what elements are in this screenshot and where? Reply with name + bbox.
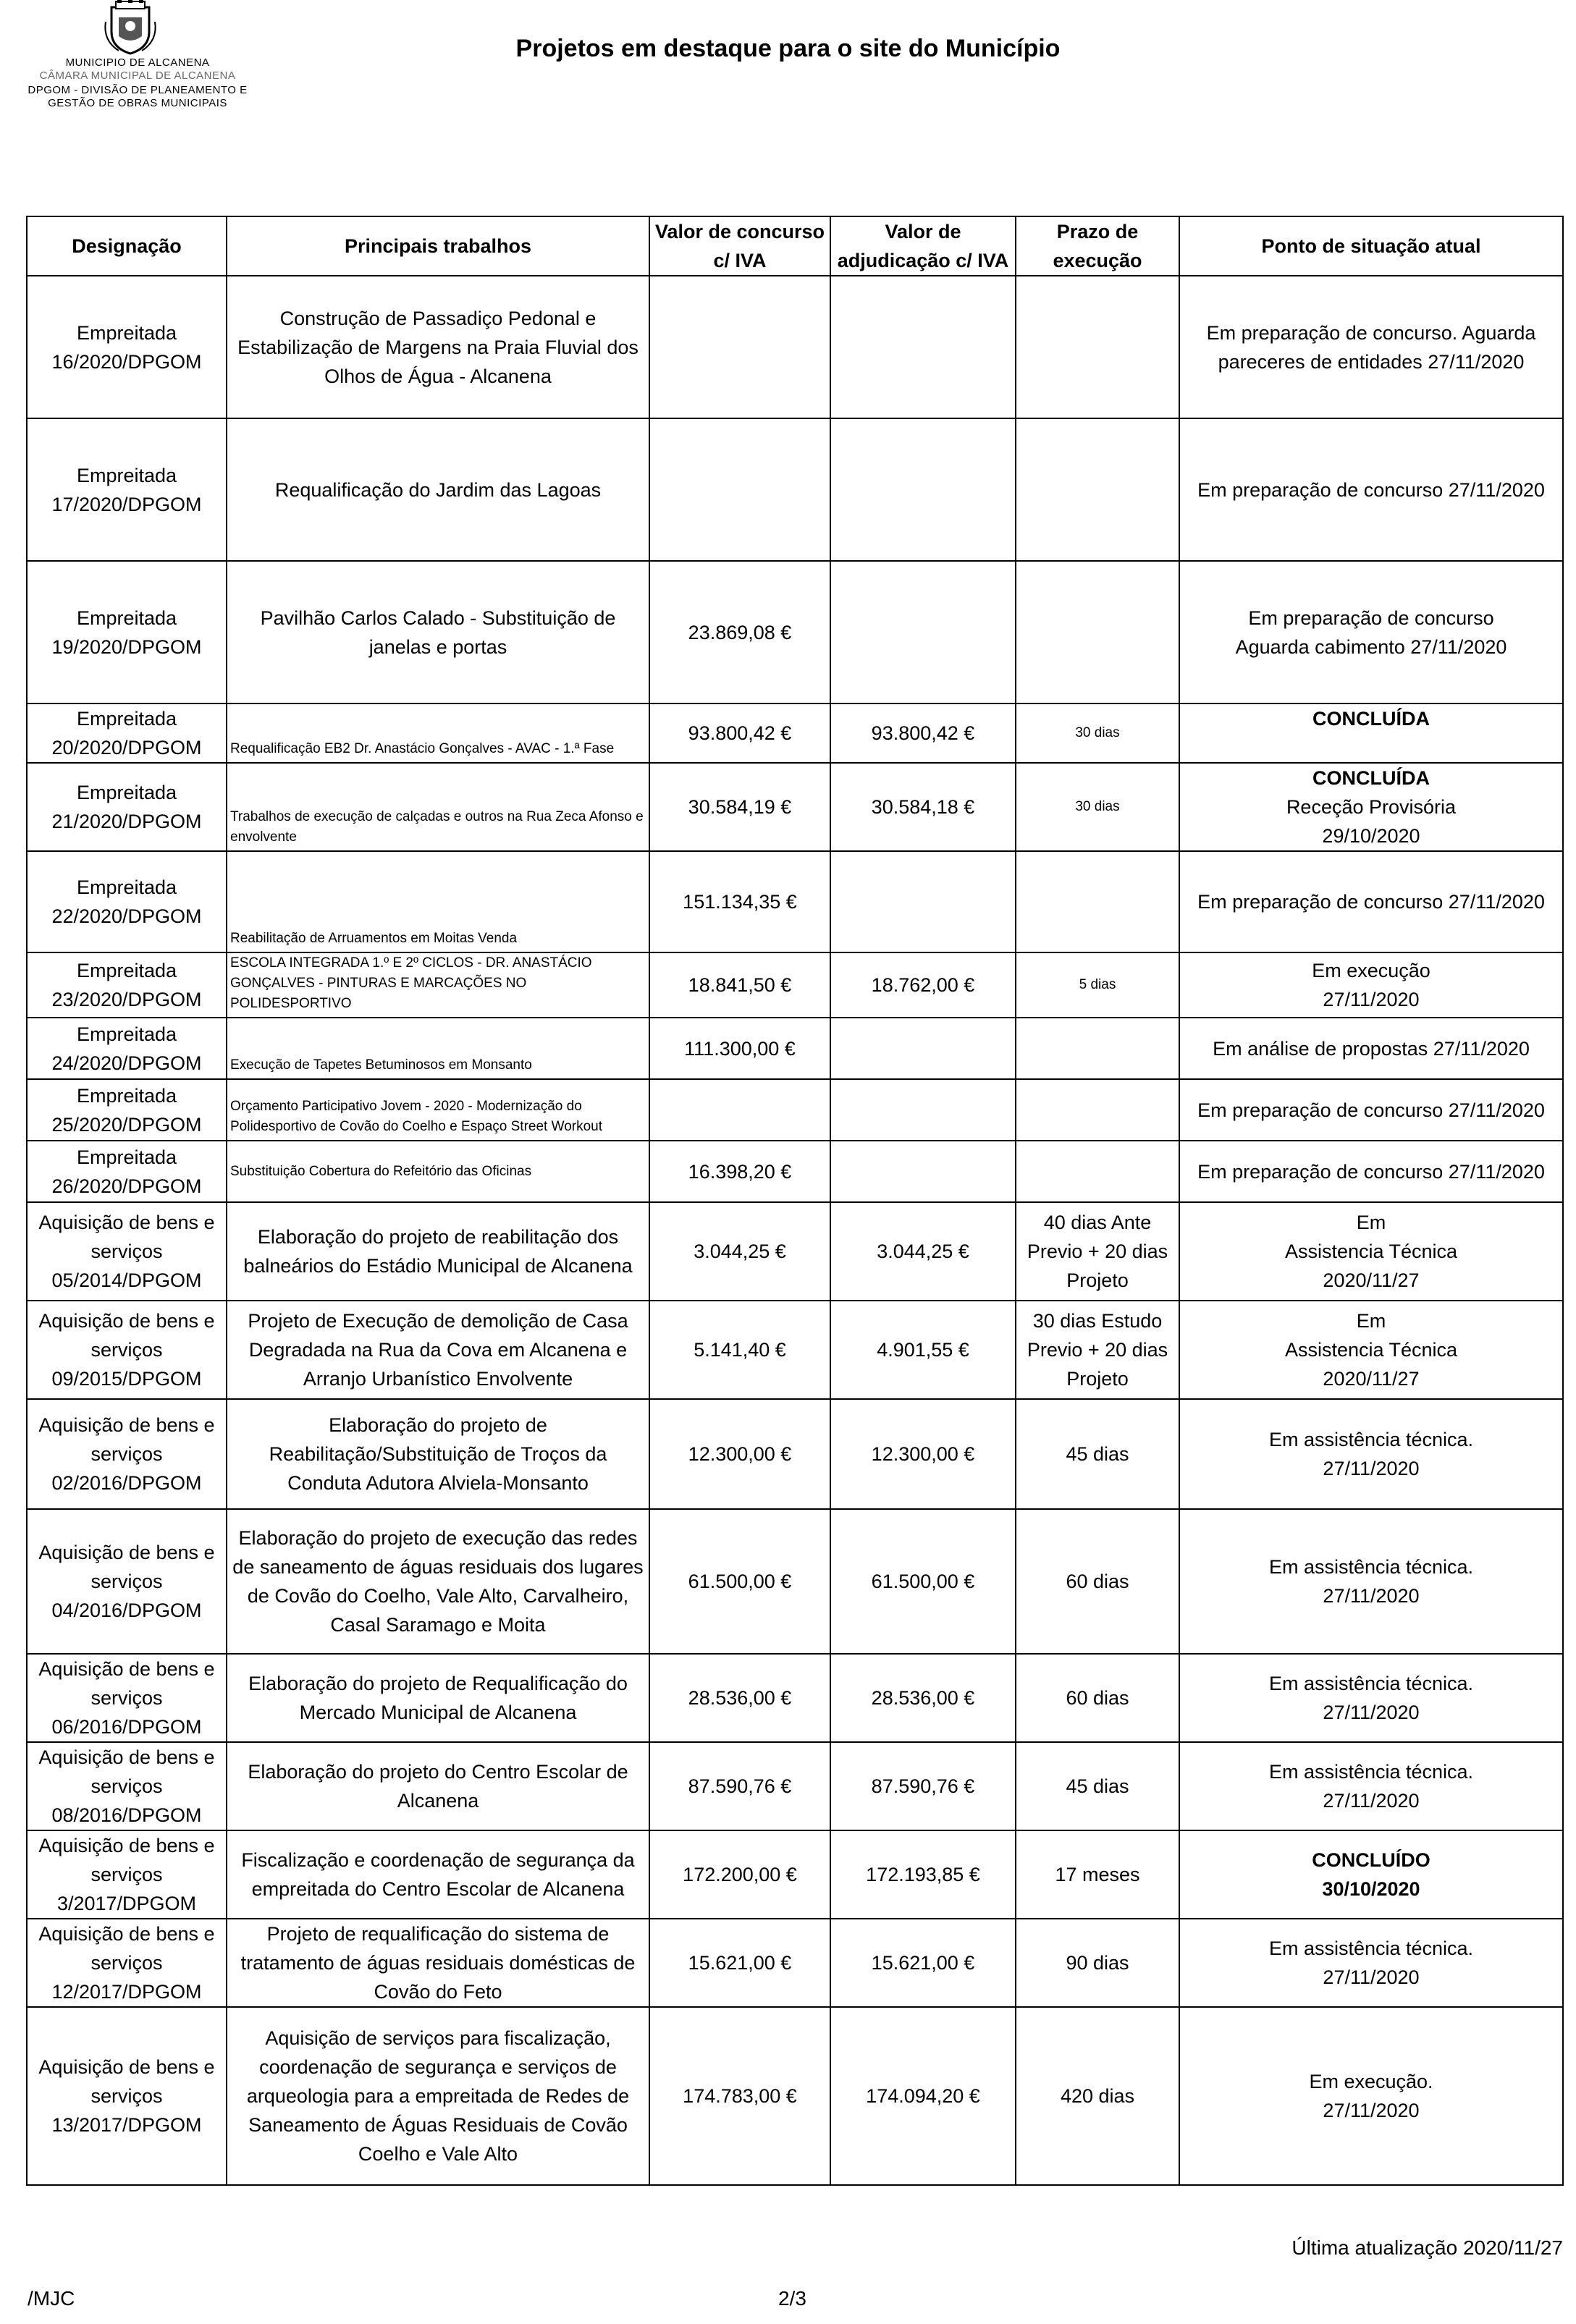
cell-prazo: 60 dias bbox=[1016, 1509, 1179, 1654]
table-header-row bbox=[27, 216, 1563, 276]
cell-prazo: 30 dias Estudo Previo + 20 dias Projeto bbox=[1016, 1301, 1179, 1399]
cell-adjudicacao bbox=[830, 418, 1016, 561]
cell-trabalhos: Reabilitação de Arruamentos em Moitas Venda bbox=[227, 851, 649, 952]
cell-trabalhos: Substituição Cobertura do Refeitório das Oficinas bbox=[227, 1141, 649, 1202]
cell-designacao: Empreitada 17/2020/DPGOM bbox=[27, 418, 227, 561]
cell-adjudicacao: 87.590,76 € bbox=[830, 1742, 1016, 1830]
cell-situacao: CONCLUÍDA bbox=[1179, 703, 1563, 763]
cell-adjudicacao bbox=[830, 1079, 1016, 1141]
table-row bbox=[27, 1079, 1563, 1141]
cell-concurso: 61.500,00 € bbox=[649, 1509, 830, 1654]
table-row bbox=[27, 703, 1563, 763]
cell-prazo: 30 dias bbox=[1016, 763, 1179, 851]
cell-concurso: 93.800,42 € bbox=[649, 703, 830, 763]
cell-prazo: 45 dias bbox=[1016, 1399, 1179, 1509]
logo-line-2: CÂMARA MUNICIPAL DE ALCANENA bbox=[39, 69, 236, 82]
situacao-line-1: Em bbox=[1356, 1212, 1386, 1233]
cell-designacao: Empreitada 16/2020/DPGOM bbox=[27, 276, 227, 418]
cell-prazo bbox=[1016, 1018, 1179, 1079]
author-initials: /MJC bbox=[28, 2287, 75, 2310]
cell-adjudicacao: 12.300,00 € bbox=[830, 1399, 1016, 1509]
table-row bbox=[27, 1018, 1563, 1079]
cell-adjudicacao: 93.800,42 € bbox=[830, 703, 1016, 763]
cell-designacao: Aquisição de bens e serviços 3/2017/DPGOM bbox=[27, 1830, 227, 1919]
cell-prazo: 45 dias bbox=[1016, 1742, 1179, 1830]
cell-concurso bbox=[649, 276, 830, 418]
cell-concurso: 18.841,50 € bbox=[649, 952, 830, 1018]
cell-trabalhos: Elaboração do projeto de reabilitação dos balneários do Estádio Municipal de Alcanena bbox=[227, 1202, 649, 1301]
cell-prazo: 90 dias bbox=[1016, 1919, 1179, 2007]
cell-concurso: 23.869,08 € bbox=[649, 561, 830, 703]
cell-situacao bbox=[1179, 1509, 1563, 1654]
cell-prazo bbox=[1016, 1079, 1179, 1141]
cell-situacao: Em preparação de concurso 27/11/2020 bbox=[1179, 1079, 1563, 1141]
cell-adjudicacao: 172.193,85 € bbox=[830, 1830, 1016, 1919]
cell-situacao: Em análise de propostas 27/11/2020 bbox=[1179, 1018, 1563, 1079]
cell-trabalhos: Projeto de requalificação do sistema de tratamento de águas residuais domésticas de Covão do Feto bbox=[227, 1919, 649, 2007]
cell-prazo: 30 dias bbox=[1016, 703, 1179, 763]
cell-prazo: 420 dias bbox=[1016, 2007, 1179, 2185]
cell-designacao: Empreitada 24/2020/DPGOM bbox=[27, 1018, 227, 1079]
situacao-line-2: 30/10/2020 bbox=[1322, 1878, 1420, 1900]
cell-prazo bbox=[1016, 276, 1179, 418]
cell-prazo: 17 meses bbox=[1016, 1830, 1179, 1919]
cell-concurso: 3.044,25 € bbox=[649, 1202, 830, 1301]
cell-designacao: Empreitada 22/2020/DPGOM bbox=[27, 851, 227, 952]
table-row bbox=[27, 276, 1563, 418]
cell-concurso: 174.783,00 € bbox=[649, 2007, 830, 2185]
cell-designacao: Aquisição de bens e serviços 08/2016/DPGOM bbox=[27, 1742, 227, 1830]
cell-situacao bbox=[1179, 2007, 1563, 2185]
situacao-line-2: 27/11/2020 bbox=[1323, 1585, 1420, 1607]
situacao-line-2: Aguarda cabimento 27/11/2020 bbox=[1235, 635, 1507, 658]
table-row bbox=[27, 1301, 1563, 1399]
cell-situacao bbox=[1179, 1742, 1563, 1830]
cell-adjudicacao bbox=[830, 561, 1016, 703]
cell-prazo bbox=[1016, 561, 1179, 703]
cell-prazo bbox=[1016, 1141, 1179, 1202]
cell-adjudicacao: 174.094,20 € bbox=[830, 2007, 1016, 2185]
situacao-line-1: CONCLUÍDO bbox=[1312, 1849, 1430, 1871]
cell-prazo: 5 dias bbox=[1016, 952, 1179, 1018]
cell-concurso bbox=[649, 1079, 830, 1141]
situacao-line-2: Assistencia Técnica bbox=[1284, 1339, 1458, 1361]
table-row bbox=[27, 1654, 1563, 1742]
situacao-line-1: Em assistência técnica. bbox=[1268, 1938, 1474, 1959]
col-adjudicacao: Valor de adjudicação c/ IVA bbox=[830, 216, 1016, 276]
col-trabalhos: Principais trabalhos bbox=[227, 216, 649, 276]
situacao-line-1: Em assistência técnica. bbox=[1268, 1673, 1474, 1694]
cell-designacao: Empreitada 19/2020/DPGOM bbox=[27, 561, 227, 703]
cell-concurso: 172.200,00 € bbox=[649, 1830, 830, 1919]
situacao-line-2: 27/11/2020 bbox=[1323, 1966, 1420, 1988]
cell-designacao: Aquisição de bens e serviços 09/2015/DPGOM bbox=[27, 1301, 227, 1399]
cell-trabalhos: ESCOLA INTEGRADA 1.º E 2º CICLOS - DR. ANASTÁCIO GONÇALVES - PINTURAS E MARCAÇÕES NO POLIDESPORTIVO bbox=[227, 952, 649, 1018]
cell-situacao bbox=[1179, 1919, 1563, 2007]
cell-adjudicacao: 28.536,00 € bbox=[830, 1654, 1016, 1742]
table-row bbox=[27, 1399, 1563, 1509]
situacao-line-2: 27/11/2020 bbox=[1323, 1458, 1420, 1479]
cell-situacao bbox=[1179, 1202, 1563, 1301]
cell-adjudicacao bbox=[830, 1141, 1016, 1202]
table-row bbox=[27, 1509, 1563, 1654]
cell-trabalhos: Trabalhos de execução de calçadas e outros na Rua Zeca Afonso e envolvente bbox=[227, 763, 649, 851]
projects-table bbox=[26, 216, 1564, 2186]
page-title: Projetos em destaque para o site do Município bbox=[515, 35, 1061, 62]
table-row bbox=[27, 952, 1563, 1018]
cell-designacao: Aquisição de bens e serviços 02/2016/DPGOM bbox=[27, 1399, 227, 1509]
situacao-line-2: 27/11/2020 bbox=[1323, 1790, 1420, 1812]
logo-line-1: MUNICIPIO DE ALCANENA bbox=[65, 56, 210, 69]
cell-concurso: 15.621,00 € bbox=[649, 1919, 830, 2007]
cell-designacao: Aquisição de bens e serviços 12/2017/DPGOM bbox=[27, 1919, 227, 2007]
situacao-line-1: Em assistência técnica. bbox=[1268, 1556, 1474, 1578]
cell-trabalhos: Construção de Passadiço Pedonal e Estabilização de Margens na Praia Fluvial dos Olhos de Água - Alcanena bbox=[227, 276, 649, 418]
cell-designacao: Aquisição de bens e serviços 04/2016/DPGOM bbox=[27, 1509, 227, 1654]
cell-trabalhos: Elaboração do projeto de Reabilitação/Substituição de Troços da Conduta Adutora Alviela-Monsanto bbox=[227, 1399, 649, 1509]
cell-designacao: Empreitada 20/2020/DPGOM bbox=[27, 703, 227, 763]
cell-trabalhos: Aquisição de serviços para fiscalização, coordenação de segurança e serviços de arqueologia para a empreitada de Redes de Saneamento de Águas Residuais de Covão Coelho e Vale Alto bbox=[227, 2007, 649, 2185]
table-row bbox=[27, 1830, 1563, 1919]
cell-situacao bbox=[1179, 1654, 1563, 1742]
situacao-line-1: CONCLUÍDA bbox=[1312, 767, 1430, 789]
cell-designacao: Empreitada 25/2020/DPGOM bbox=[27, 1079, 227, 1141]
cell-situacao: Em preparação de concurso. Aguarda pareceres de entidades 27/11/2020 bbox=[1179, 276, 1563, 418]
cell-adjudicacao bbox=[830, 1018, 1016, 1079]
cell-prazo: 60 dias bbox=[1016, 1654, 1179, 1742]
cell-adjudicacao: 30.584,18 € bbox=[830, 763, 1016, 851]
cell-trabalhos: Pavilhão Carlos Calado - Substituição de janelas e portas bbox=[227, 561, 649, 703]
cell-trabalhos: Projeto de Execução de demolição de Casa Degradada na Rua da Cova em Alcanena e Arranjo Urbanístico Envolvente bbox=[227, 1301, 649, 1399]
cell-trabalhos: Requalificação do Jardim das Lagoas bbox=[227, 418, 649, 561]
cell-adjudicacao: 15.621,00 € bbox=[830, 1919, 1016, 2007]
situacao-line-1: Em execução bbox=[1312, 960, 1430, 981]
cell-adjudicacao bbox=[830, 276, 1016, 418]
cell-concurso: 12.300,00 € bbox=[649, 1399, 830, 1509]
page-number: 2/3 bbox=[778, 2287, 806, 2310]
table-row bbox=[27, 418, 1563, 561]
cell-concurso: 111.300,00 € bbox=[649, 1018, 830, 1079]
last-update: Última atualização 2020/11/27 bbox=[1291, 2236, 1563, 2259]
cell-concurso: 30.584,19 € bbox=[649, 763, 830, 851]
cell-situacao bbox=[1179, 952, 1563, 1018]
cell-adjudicacao: 18.762,00 € bbox=[830, 952, 1016, 1018]
cell-adjudicacao: 61.500,00 € bbox=[830, 1509, 1016, 1654]
table-row bbox=[27, 851, 1563, 952]
situacao-line-1: Em assistência técnica. bbox=[1268, 1429, 1474, 1450]
situacao-line-1: Em assistência técnica. bbox=[1268, 1761, 1474, 1783]
cell-situacao bbox=[1179, 1399, 1563, 1509]
col-designacao: Designação bbox=[27, 216, 227, 276]
cell-adjudicacao: 4.901,55 € bbox=[830, 1301, 1016, 1399]
cell-adjudicacao bbox=[830, 851, 1016, 952]
logo-line-4: GESTÃO DE OBRAS MUNICIPAIS bbox=[48, 97, 227, 109]
cell-concurso: 87.590,76 € bbox=[649, 1742, 830, 1830]
table-row bbox=[27, 1919, 1563, 2007]
situacao-line-2: 27/11/2020 bbox=[1323, 989, 1420, 1010]
table-row bbox=[27, 1202, 1563, 1301]
cell-prazo bbox=[1016, 418, 1179, 561]
cell-designacao: Aquisição de bens e serviços 13/2017/DPGOM bbox=[27, 2007, 227, 2185]
cell-trabalhos: Execução de Tapetes Betuminosos em Monsanto bbox=[227, 1018, 649, 1079]
cell-concurso: 28.536,00 € bbox=[649, 1654, 830, 1742]
situacao-line-1: Em preparação de concurso bbox=[1248, 607, 1494, 629]
situacao-line-3: 2020/11/27 bbox=[1323, 1368, 1420, 1390]
cell-situacao bbox=[1179, 1830, 1563, 1919]
cell-situacao bbox=[1179, 763, 1563, 851]
cell-designacao: Empreitada 23/2020/DPGOM bbox=[27, 952, 227, 1018]
situacao-line-2: Assistencia Técnica bbox=[1284, 1241, 1458, 1262]
cell-concurso: 5.141,40 € bbox=[649, 1301, 830, 1399]
col-situacao: Ponto de situação atual bbox=[1179, 216, 1563, 276]
cell-prazo: 40 dias Ante Previo + 20 dias Projeto bbox=[1016, 1202, 1179, 1301]
situacao-line-3: 29/10/2020 bbox=[1322, 825, 1420, 847]
logo-line-3: DPGOM - DIVISÃO DE PLANEAMENTO E bbox=[28, 84, 248, 96]
table-row bbox=[27, 1742, 1563, 1830]
cell-situacao bbox=[1179, 1301, 1563, 1399]
cell-situacao bbox=[1179, 561, 1563, 703]
situacao-line-2: 27/11/2020 bbox=[1323, 1702, 1420, 1723]
cell-trabalhos: Elaboração do projeto do Centro Escolar de Alcanena bbox=[227, 1742, 649, 1830]
situacao-line-1: Em execução. bbox=[1309, 2071, 1433, 2092]
cell-designacao: Aquisição de bens e serviços 06/2016/DPGOM bbox=[27, 1654, 227, 1742]
cell-situacao: Em preparação de concurso 27/11/2020 bbox=[1179, 1141, 1563, 1202]
situacao-line-3: 2020/11/27 bbox=[1323, 1269, 1420, 1291]
cell-trabalhos: Fiscalização e coordenação de segurança da empreitada do Centro Escolar de Alcanena bbox=[227, 1830, 649, 1919]
cell-situacao: Em preparação de concurso 27/11/2020 bbox=[1179, 851, 1563, 952]
cell-trabalhos: Orçamento Participativo Jovem - 2020 - Modernização do Polidesportivo de Covão do Coelho e Espaço Street Workout bbox=[227, 1079, 649, 1141]
cell-trabalhos: Requalificação EB2 Dr. Anastácio Gonçalves - AVAC - 1.ª Fase bbox=[227, 703, 649, 763]
col-concurso: Valor de concurso c/ IVA bbox=[649, 216, 830, 276]
cell-concurso: 16.398,20 € bbox=[649, 1141, 830, 1202]
cell-concurso bbox=[649, 418, 830, 561]
cell-prazo bbox=[1016, 851, 1179, 952]
cell-designacao: Empreitada 21/2020/DPGOM bbox=[27, 763, 227, 851]
cell-trabalhos: Elaboração do projeto de Requalificação do Mercado Municipal de Alcanena bbox=[227, 1654, 649, 1742]
cell-designacao: Aquisição de bens e serviços 05/2014/DPGOM bbox=[27, 1202, 227, 1301]
cell-concurso: 151.134,35 € bbox=[649, 851, 830, 952]
cell-designacao: Empreitada 26/2020/DPGOM bbox=[27, 1141, 227, 1202]
situacao-line-2: Receção Provisória bbox=[1286, 796, 1457, 818]
cell-adjudicacao: 3.044,25 € bbox=[830, 1202, 1016, 1301]
table-row bbox=[27, 2007, 1563, 2185]
cell-trabalhos: Elaboração do projeto de execução das redes de saneamento de águas residuais dos lugares de Covão do Coelho, Vale Alto, Carvalheiro, Casal Saramago e Moita bbox=[227, 1509, 649, 1654]
table-row bbox=[27, 763, 1563, 851]
situacao-line-1: Em bbox=[1356, 1310, 1386, 1332]
situacao-line-2: 27/11/2020 bbox=[1323, 2100, 1420, 2121]
table-row bbox=[27, 1141, 1563, 1202]
col-prazo: Prazo de execução bbox=[1016, 216, 1179, 276]
table-row bbox=[27, 561, 1563, 703]
cell-situacao: Em preparação de concurso 27/11/2020 bbox=[1179, 418, 1563, 561]
